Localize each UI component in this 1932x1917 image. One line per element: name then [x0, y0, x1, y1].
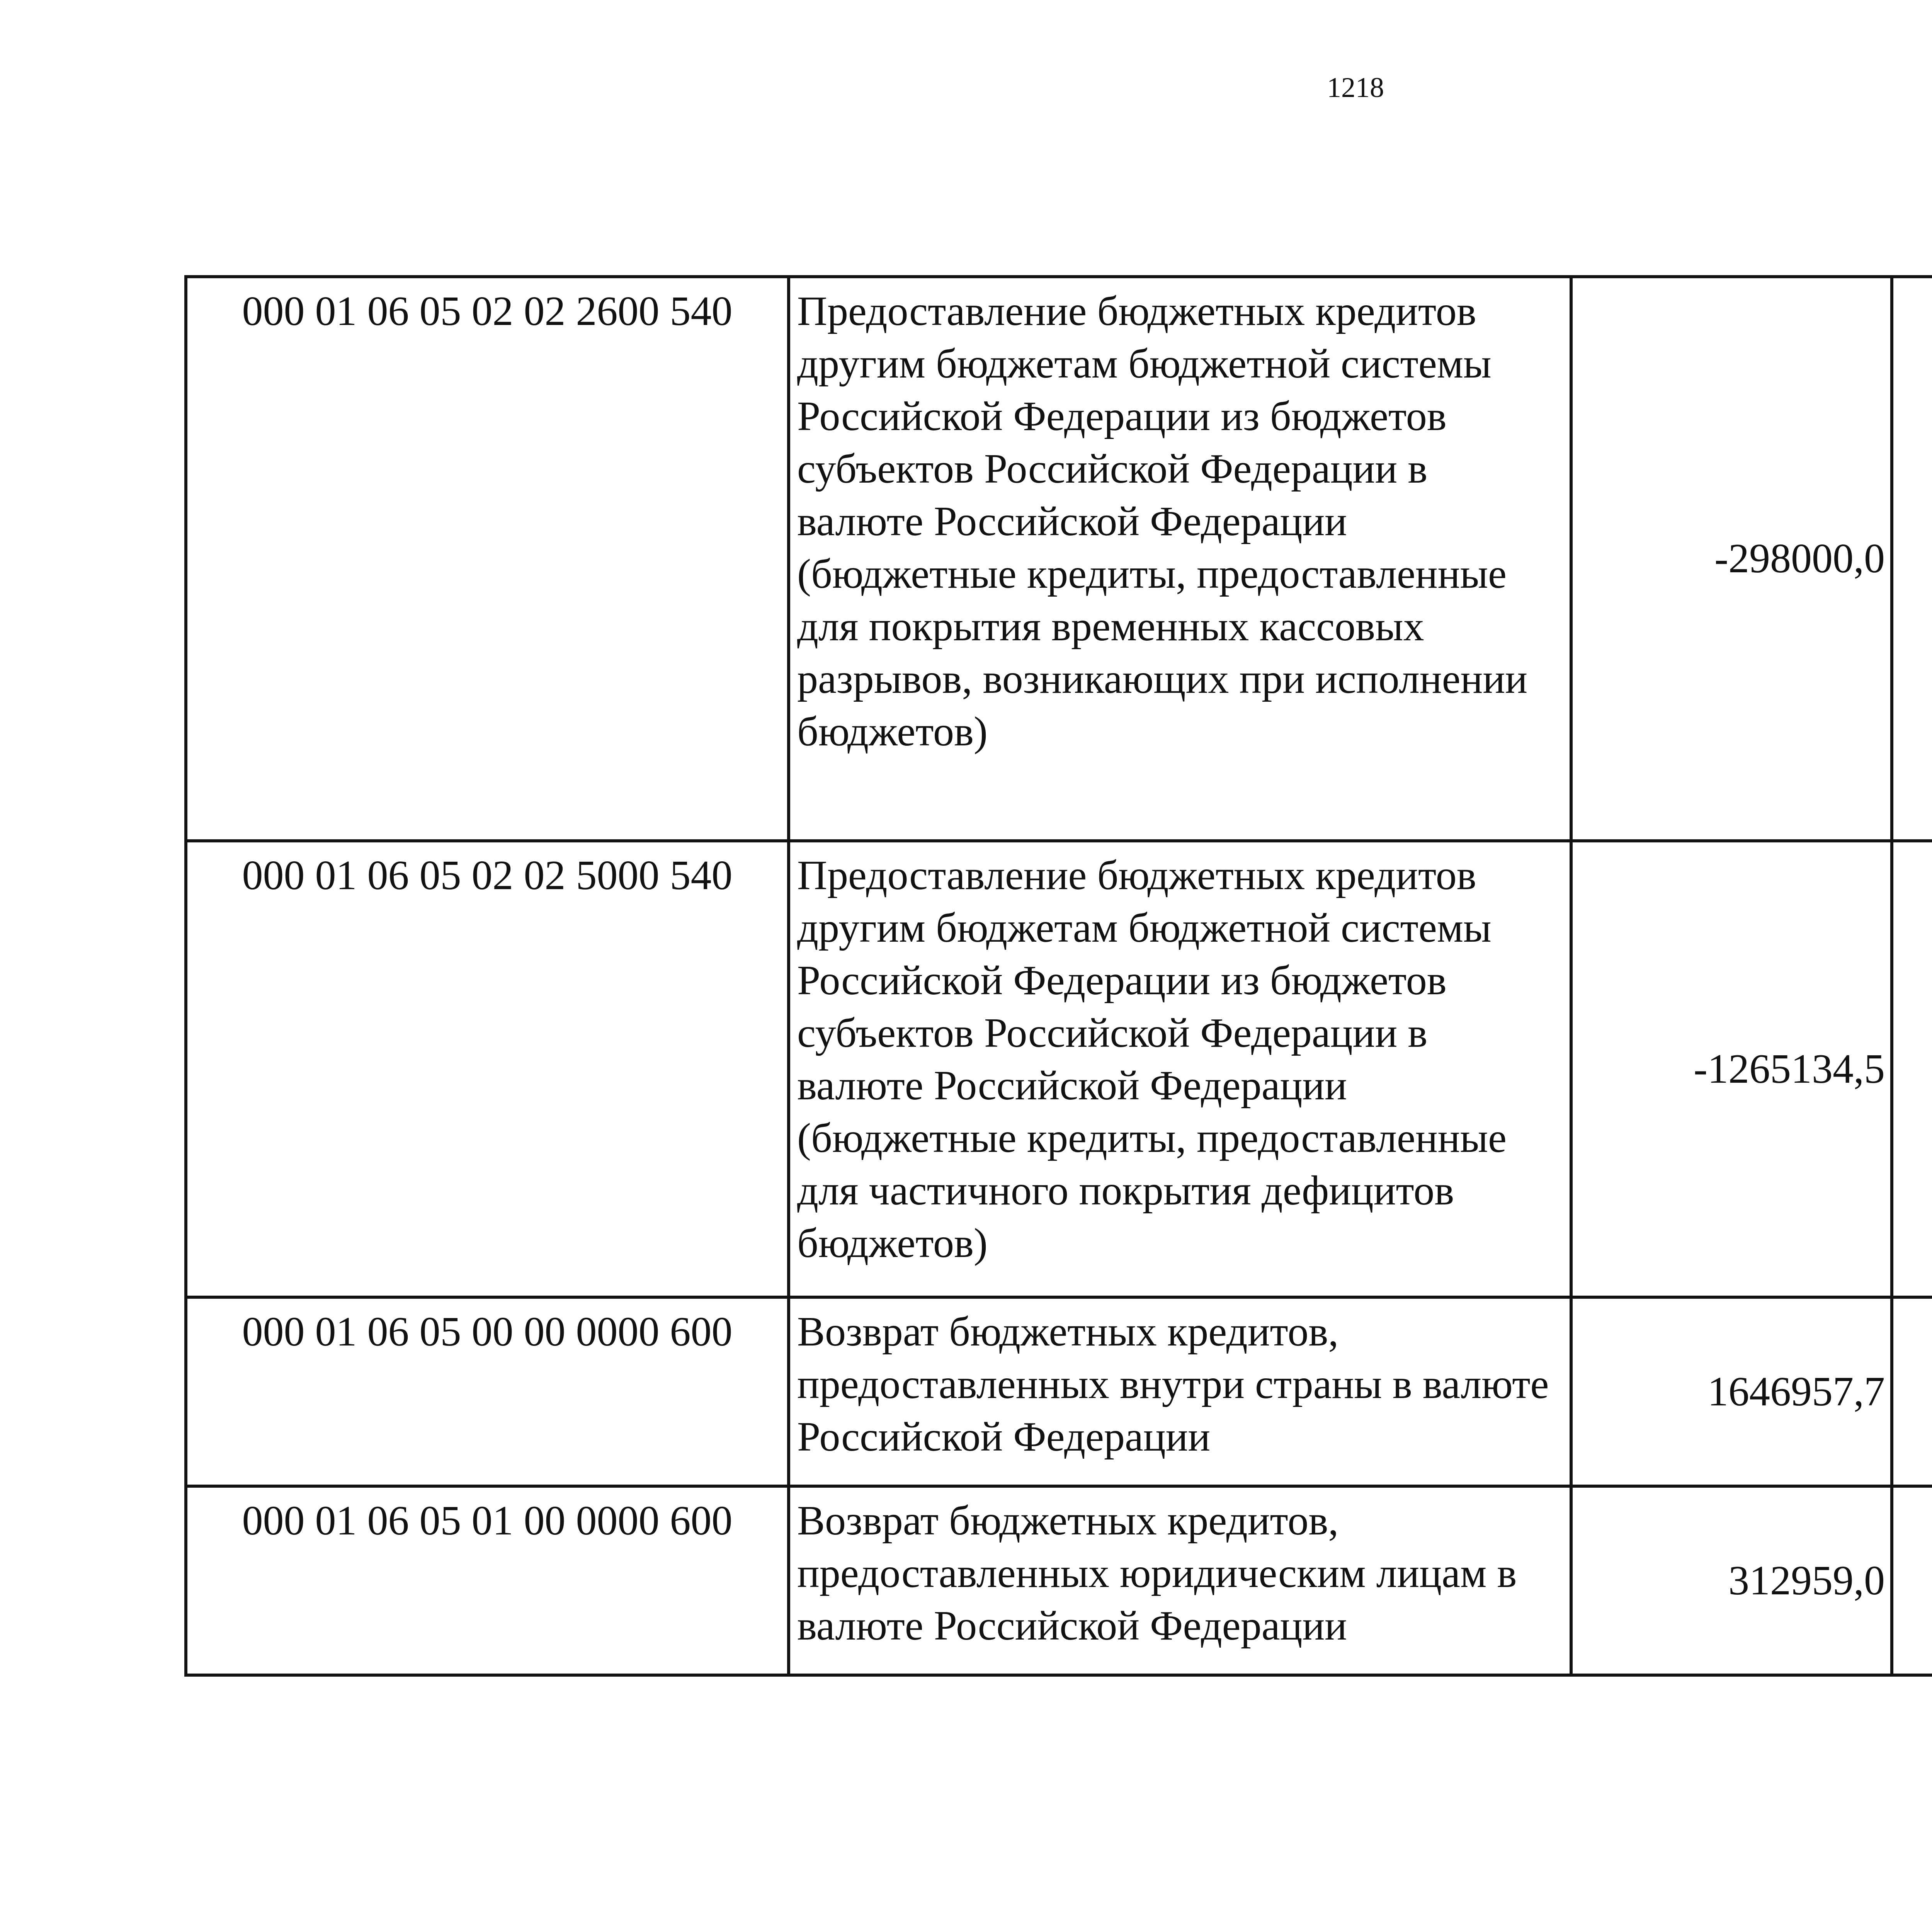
table-row — [186, 841, 1932, 1297]
table-row — [186, 1297, 1932, 1486]
value-cell-1: 312959,0 — [1571, 1486, 1892, 1675]
table-row — [186, 1486, 1932, 1675]
value-cell-2 — [1892, 841, 1932, 1297]
value-cell-1: -298000,0 — [1571, 277, 1892, 841]
budget-code-cell: 000 01 06 05 00 00 0000 600 — [186, 1297, 789, 1486]
value-cell-1: -1265134,5 — [1571, 841, 1892, 1297]
description-cell: Предоставление бюджетных кредитов другим бюджетам бюджетной системы Российской Федерации из бюджетов субъектов Российской Федерации в валюте Российской Федерации (бюджетные кредиты, предоставленные для покрытия временных кассовых разрывов, возникающих при исполнении бюджетов) — [789, 277, 1571, 841]
description-cell: Предоставление бюджетных кредитов другим бюджетам бюджетной системы Российской Федерации из бюджетов субъектов Российской Федерации в валюте Российской Федерации (бюджетные кредиты, предоставленные для частичного покрытия дефицитов бюджетов) — [789, 841, 1571, 1297]
description-cell: Возврат бюджетных кредитов, предоставленных внутри страны в валюте Российской Федерации — [789, 1297, 1571, 1486]
budget-code-cell: 000 01 06 05 02 02 2600 540 — [186, 277, 789, 841]
value-cell-2 — [1892, 1297, 1932, 1486]
page-number: 1218 — [1327, 72, 1384, 104]
value-cell-1: 1646957,7 — [1571, 1297, 1892, 1486]
value-cell-2 — [1892, 1486, 1932, 1675]
value-cell-2 — [1892, 277, 1932, 841]
budget-code-cell: 000 01 06 05 01 00 0000 600 — [186, 1486, 789, 1675]
budget-sources-table — [184, 275, 1932, 1677]
table-row — [186, 277, 1932, 841]
description-cell: Возврат бюджетных кредитов, предоставленных юридическим лицам в валюте Российской Федерации — [789, 1486, 1571, 1675]
budget-code-cell: 000 01 06 05 02 02 5000 540 — [186, 841, 789, 1297]
